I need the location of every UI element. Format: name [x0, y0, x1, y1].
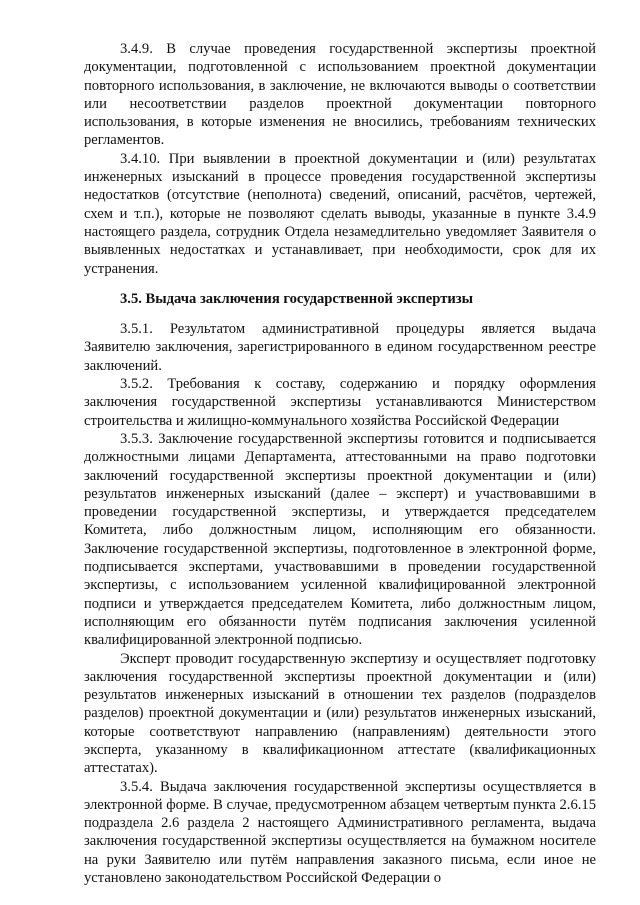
document-page	[84, 40, 596, 887]
paragraph-3-5-2: 3.5.2. Требования к составу, содержанию и порядку оформления заключения государственной экспертизы устанавливаются Министерством строительства и жилищно-коммунального хозяйства Российской Федерации	[84, 376, 596, 429]
paragraph-3-4-9: 3.4.9. В случае проведения государственной экспертизы проектной документации, подготовленной с использованием проектной документации повторного использования, в заключение, не включаются выводы о соответствии или несоответствии разделов проектной документации повторного использования, в которые изменения не вносились, требованиям технических регламентов.	[84, 41, 596, 149]
paragraph-3-4-10: 3.4.10. При выявлении в проектной документации и (или) результатах инженерных изысканий в процессе проведения государственной экспертизы недостатков (отсутствие (неполнота) сведений, описаний, расчётов, чертежей, схем и т.п.), которые не позволяют сделать выводы, указанные в пункте 3.4.9 настоящего раздела, сотрудник Отдела незамедлительно уведомляет Заявителя о выявленных недостатках и устанавливает, при необходимости, срок для их устранения.	[84, 150, 596, 277]
paragraph-3-5-4: 3.5.4. Выдача заключения государственной экспертизы осуществляется в электронной форме. В случае, предусмотренном абзацем четвертым пункта 2.6.15 подраздела 2.6 раздела 2 настоящего Административного регламента, выдача заключения государственной экспертизы осуществляется на бумажном носителе на руки Заявителю или путём направления заказного письма, если иное не установлено законодательством Российской Федерации о	[84, 778, 596, 887]
paragraph-expert: Эксперт проводит государственную экспертизу и осуществляет подготовку заключения государственной экспертизы проектной документации и (или) результатов инженерных изысканий в отношении тех разделов (подразделов разделов) проектной документации и (или) результатов инженерных изысканий, которые соответствуют направлению (направлениям) деятельности этого эксперта, указанному в квалификационном аттестате (квалификационных аттестатах).	[84, 650, 596, 777]
section-heading-3-5: 3.5. Выдача заключения государственной экспертизы	[120, 290, 474, 307]
paragraph-3-5-1: 3.5.1. Результатом административной процедуры является выдача Заявителю заключения, зарегистрированного в едином государственном реестре заключений.	[84, 321, 596, 374]
paragraph-3-5-3: 3.5.3. Заключение государственной экспертизы готовится и подписывается должностными лицами Департамента, аттестованными на право подготовки заключений государственной экспертизы проектной документации и (или) результатов инженерных изысканий (далее – эксперт) и участвовавшими в проведении государственной экспертизы, и утверждается председателем Комитета, либо должностным лицом, исполняющим его обязанности. Заключение государственной экспертизы, подготовленное в электронной форме, подписывается экспертами, участвовавшими в проведении государственной экспертизы, с использованием усиленной квалифицированной электронной подписи и утверждается председателем Комитета, либо должностным лицом, исполняющим его обязанности путём подписания заключения усиленной квалифицированной электронной подписью.	[84, 430, 596, 649]
